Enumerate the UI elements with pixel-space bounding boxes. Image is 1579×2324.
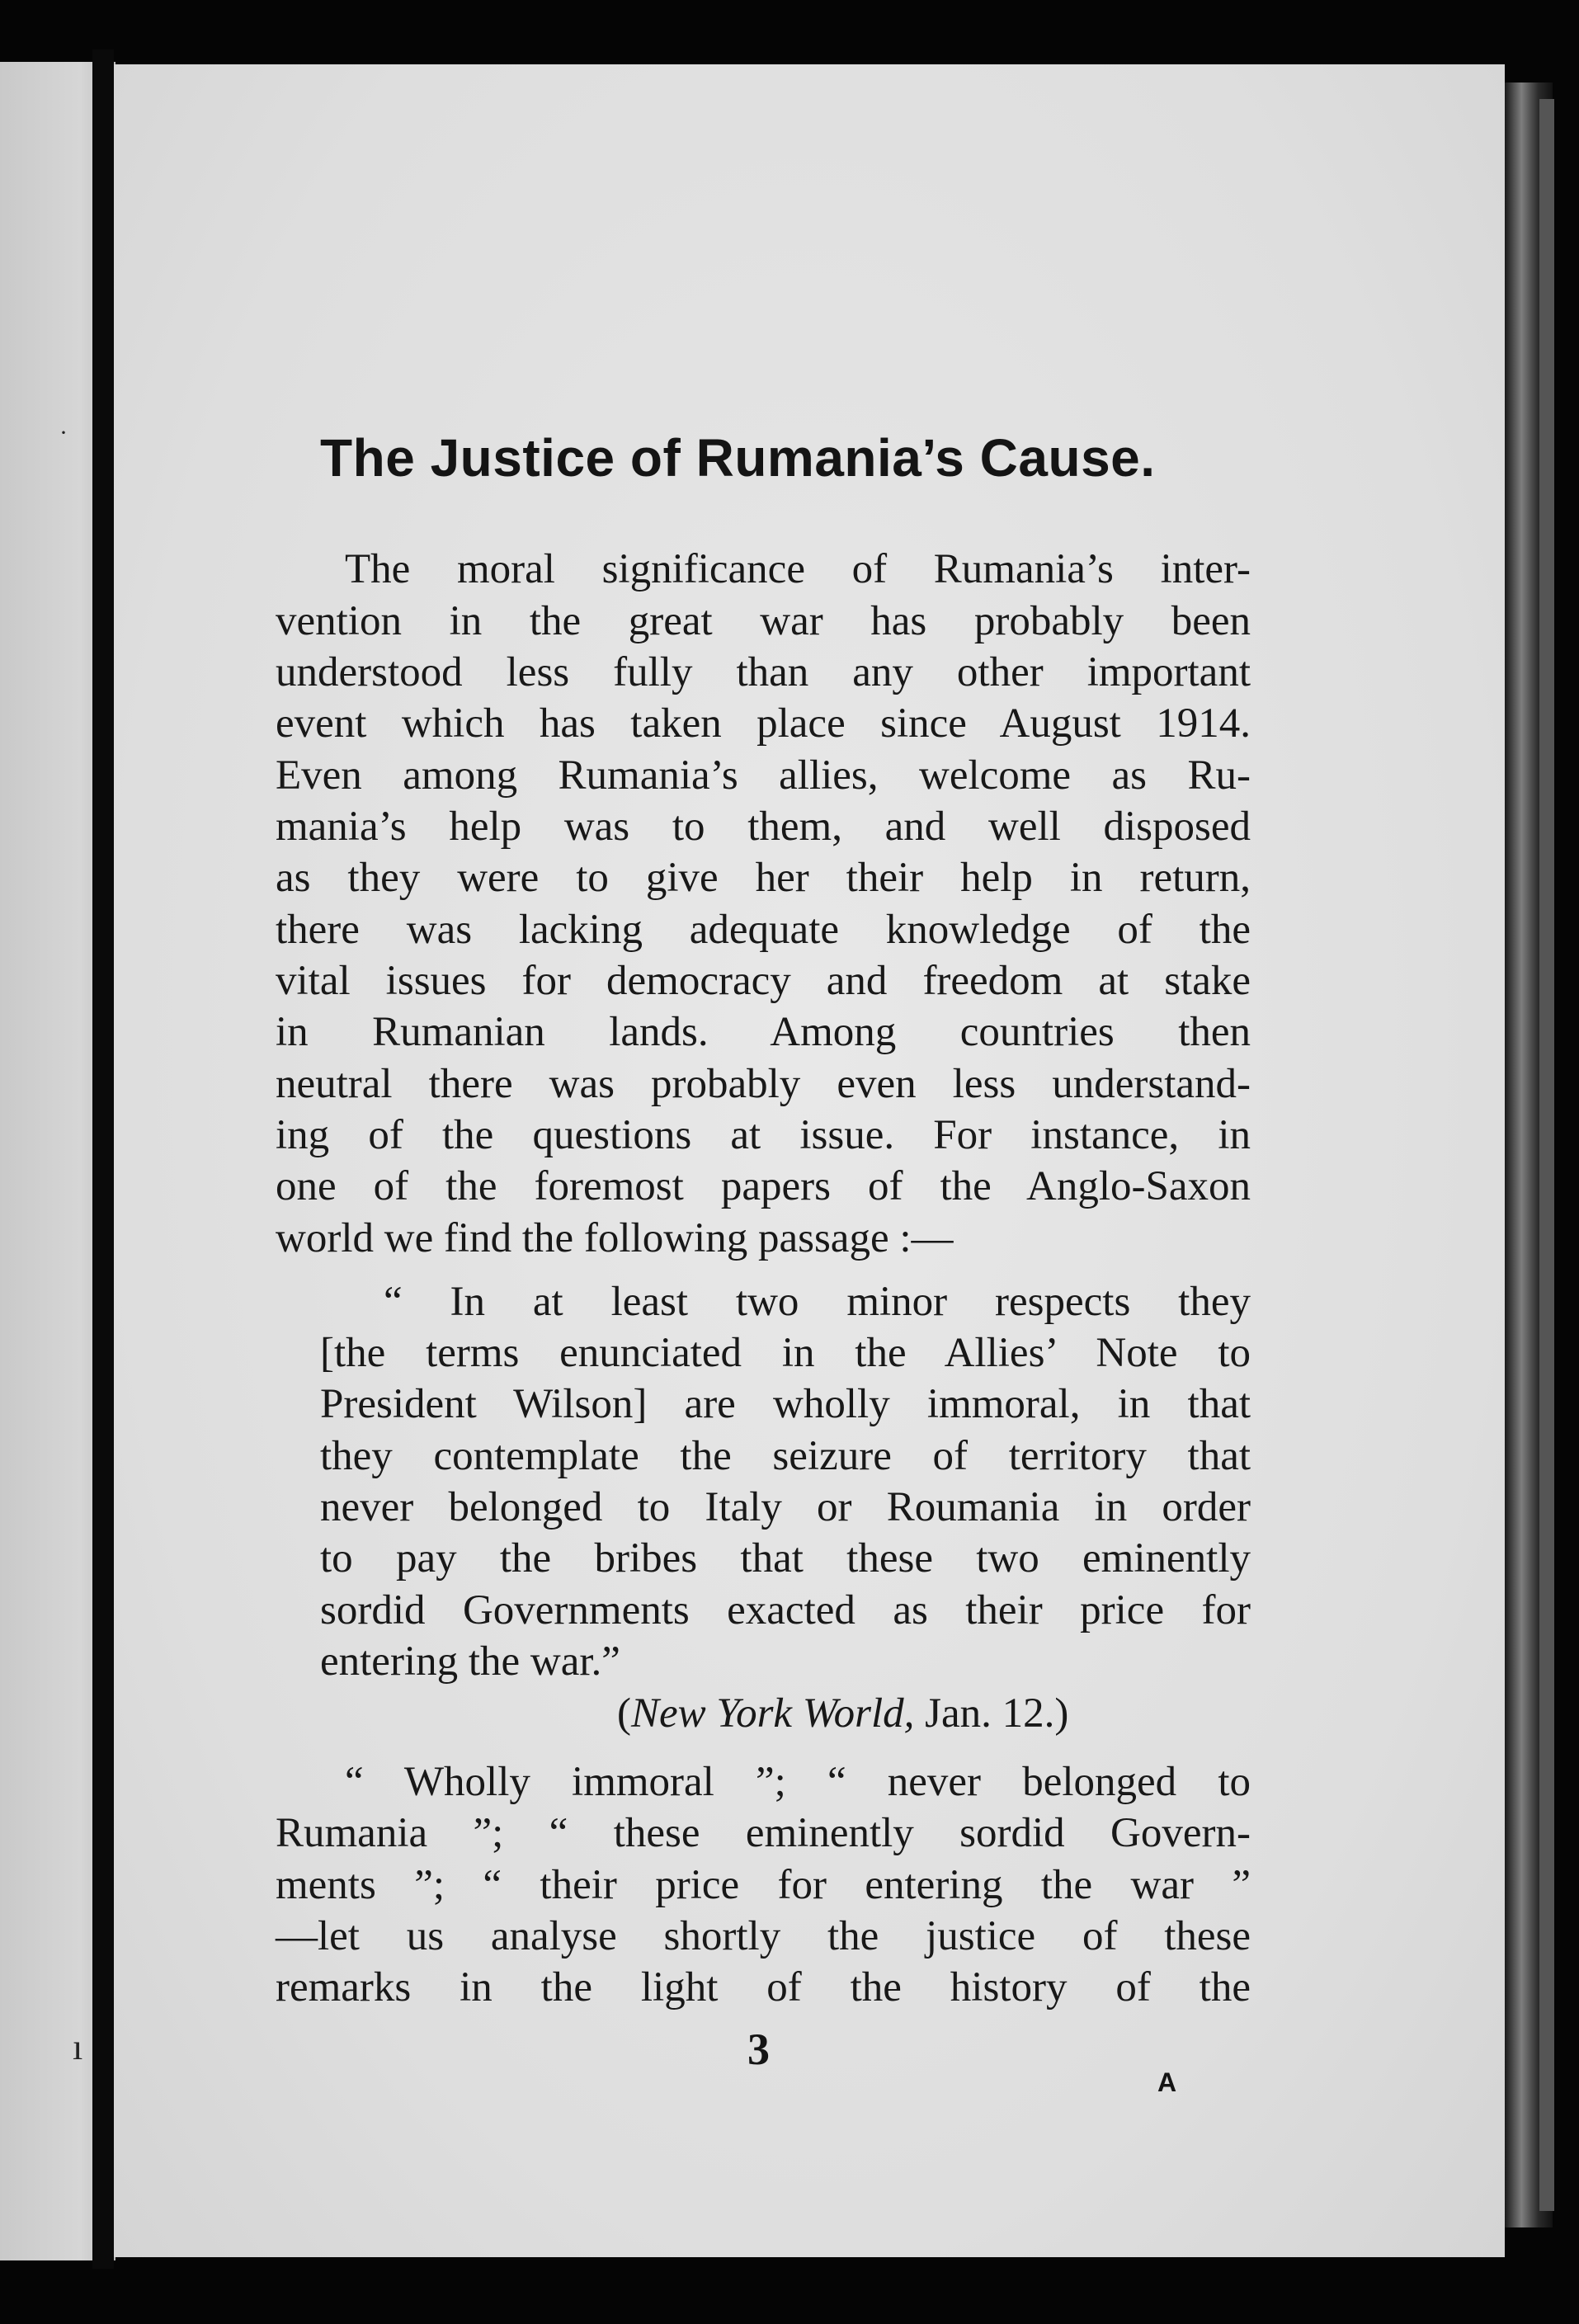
paragraph-2-line: “ Wholly immoral ”; “ never belonged to xyxy=(345,1759,1251,1805)
citation-date: Jan. 12.) xyxy=(914,1690,1069,1737)
paragraph-1-line: understood less fully than any other important xyxy=(276,649,1251,695)
quote-line: they contemplate the seizure of territory that xyxy=(320,1433,1251,1479)
paragraph-2-line: Rumania ”; “ these eminently sordid Govern- xyxy=(276,1810,1251,1856)
paragraph-1-line: mania’s help was to them, and well disposed xyxy=(276,804,1251,850)
paragraph-1-line: vital issues for democracy and freedom at stake xyxy=(276,958,1251,1004)
paragraph-2-line: —let us analyse shortly the justice of these xyxy=(276,1913,1251,1959)
paragraph-1-line: in Rumanian lands. Among countries then xyxy=(276,1009,1251,1055)
paragraph-1-line: event which has taken place since August 1914. xyxy=(276,700,1251,747)
paragraph-1-line: The moral significance of Rumania’s inter- xyxy=(345,546,1251,592)
quote-line: “ In at least two minor respects they xyxy=(384,1279,1251,1325)
quote-line: sordid Governments exacted as their price for xyxy=(320,1587,1251,1633)
paragraph-1-line: neutral there was probably even less understand- xyxy=(276,1061,1251,1107)
quote-line: entering the war.” xyxy=(320,1638,620,1685)
citation-open: ( xyxy=(617,1690,631,1737)
printer-signature-mark: A xyxy=(1157,2067,1177,2097)
paragraph-2-line: ments ”; “ their price for entering the war ” xyxy=(276,1862,1251,1908)
quote-line: [the terms enunciated in the Allies’ Note to xyxy=(320,1330,1251,1376)
citation-source: New York World, xyxy=(630,1690,915,1737)
margin-speck: ı xyxy=(73,2027,83,2067)
paragraph-1-line: world we find the following passage :— xyxy=(276,1215,954,1261)
quote-line: to pay the bribes that these two eminently xyxy=(320,1535,1251,1582)
page-number: 3 xyxy=(747,2025,770,2074)
quote-citation xyxy=(617,1690,1069,1737)
paragraph-1-line: there was lacking adequate knowledge of the xyxy=(276,907,1251,953)
paragraph-2-line: remarks in the light of the history of the xyxy=(276,1964,1251,2011)
paragraph-1-line: as they were to give her their help in return, xyxy=(276,855,1251,901)
right-page-edge-inner xyxy=(1539,99,1554,2211)
quote-line: President Wilson] are wholly immoral, in that xyxy=(320,1381,1251,1427)
page-title: The Justice of Rumania’s Cause. xyxy=(320,428,1156,488)
book-spine-shadow xyxy=(92,49,114,2269)
quote-line: never belonged to Italy or Roumania in order xyxy=(320,1484,1251,1530)
paragraph-1-line: ing of the questions at issue. For instance, in xyxy=(276,1112,1251,1158)
paragraph-1-line: vention in the great war has probably been xyxy=(276,598,1251,644)
margin-speck: · xyxy=(59,419,68,446)
paragraph-1-line: one of the foremost papers of the Anglo-Saxon xyxy=(276,1163,1251,1209)
paragraph-1-line: Even among Rumania’s allies, welcome as Ru- xyxy=(276,752,1251,799)
